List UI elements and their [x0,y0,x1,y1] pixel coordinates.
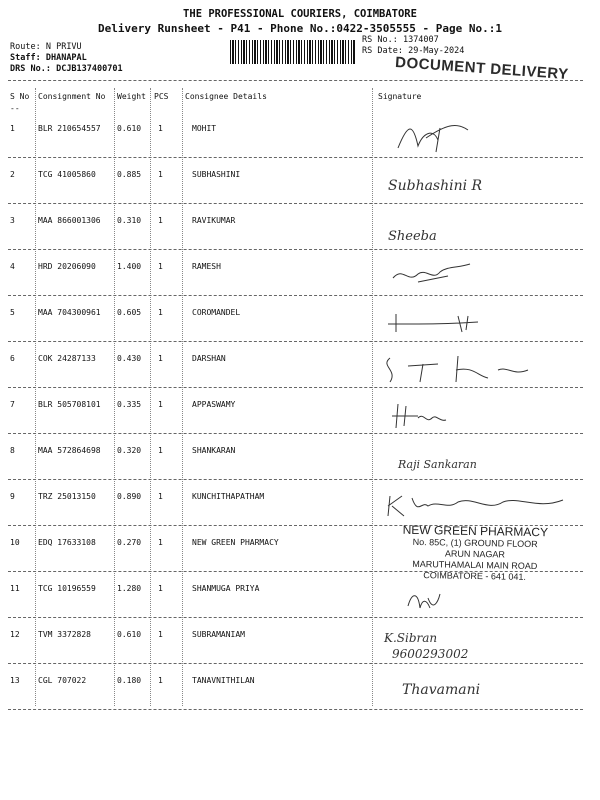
col-weight: Weight [117,92,146,101]
row-pcs: 1 [158,262,163,271]
table-row [0,158,600,204]
row-pcs: 1 [158,492,163,501]
row-sno: 1 [10,124,15,133]
row-pcs: 1 [158,538,163,547]
signature-mark [378,624,578,662]
svg-text:9600293002: 9600293002 [392,647,469,661]
row-consignee: SUBHASHINI [192,170,241,179]
row-pcs: 1 [158,216,163,225]
company-title: THE PROFESSIONAL COURIERS, COIMBATORE [183,8,417,20]
row-weight: 1.400 [117,262,142,271]
row-pcs: 1 [158,630,163,639]
row-consignee: RAMESH [192,262,221,271]
row-weight: 0.335 [117,400,142,409]
col-sno-sub: -- [10,104,20,113]
row-consignee: TANAVNITHILAN [192,676,255,685]
row-consignment: HRD 20206090 [38,262,96,271]
row-weight: 0.610 [117,124,142,133]
row-pcs: 1 [158,170,163,179]
row-consignee: KUNCHITHAPATHAM [192,492,265,501]
drs-label: DRS No.: [10,64,51,74]
row-weight: 0.430 [117,354,142,363]
rs-date-label: RS Date: [362,46,403,56]
pharmacy-stamp-line: COIMBATORE - 641 041. [423,570,527,582]
rs-no-value: 1374007 [402,35,439,45]
row-consignment: MAA 572864698 [38,446,101,455]
row-weight: 0.610 [117,630,142,639]
pharmacy-stamp-line: MARUTHAMALAI MAIN ROAD [412,558,538,572]
drs-value: DCJB137400701 [56,64,123,74]
table-row [0,112,600,158]
route-label: Route: [10,42,41,52]
row-consignee: APPASWAMY [192,400,236,409]
col-consignee: Consignee Details [185,92,267,101]
row-weight: 0.180 [117,676,142,685]
row-consignee: MOHIT [192,124,217,133]
route-line [10,42,82,52]
drs-line [10,64,123,74]
rs-no-line [362,35,439,45]
table-row [0,388,600,434]
signature-mark [378,440,578,478]
svg-text:K.Sibran: K.Sibran [384,631,438,645]
svg-text:Subhashini R: Subhashini R [388,178,483,194]
svg-text:Sheeba: Sheeba [388,229,437,244]
table-row [0,664,600,710]
row-sno: 8 [10,446,15,455]
row-consignee: DARSHAN [192,354,226,363]
row-weight: 0.310 [117,216,142,225]
row-sno: 5 [10,308,15,317]
row-consignment: EDQ 17633108 [38,538,96,547]
row-pcs: 1 [158,124,163,133]
barcode-image [230,40,355,64]
header-top-rule [8,80,583,81]
svg-text:Raji Sankaran: Raji Sankaran [398,458,477,471]
signature-mark [378,486,578,524]
col-sno: S No [10,92,30,101]
row-consignment: TCG 41005860 [38,170,96,179]
staff-label: Staff: [10,53,41,63]
row-sno: 4 [10,262,15,271]
row-consignment: BLR 505708101 [38,400,101,409]
row-weight: 0.885 [117,170,142,179]
pharmacy-stamp-line: ARUN NAGAR [444,548,506,560]
rs-date-value: 29-May-2024 [408,46,465,56]
svg-text:Thavamani: Thavamani [402,682,481,698]
row-rule [8,709,583,710]
row-consignee: NEW GREEN PHARMACY [192,538,279,547]
rs-no-label: RS No.: [362,35,398,45]
pharmacy-stamp-line: No. 85C, (1) GROUND FLOOR [412,536,538,550]
row-pcs: 1 [158,676,163,685]
table-row [0,250,600,296]
row-sno: 10 [10,538,20,547]
signature-mark [378,348,578,386]
row-weight: 0.270 [117,538,142,547]
signature-mark [378,210,578,248]
col-signature: Signature [378,92,422,101]
row-weight: 1.280 [117,584,142,593]
route-value: N PRIVU [45,42,82,52]
table-row [0,480,600,526]
col-pcs: PCS [154,92,169,101]
pharmacy-stamp-name: NEW GREEN PHARMACY [402,522,549,540]
row-pcs: 1 [158,308,163,317]
col-consignment: Consignment No [38,92,106,101]
row-weight: 0.320 [117,446,142,455]
signature-mark [378,394,578,432]
table-row [0,618,600,664]
row-pcs: 1 [158,400,163,409]
row-sno: 2 [10,170,15,179]
row-weight: 0.890 [117,492,142,501]
row-weight: 0.605 [117,308,142,317]
signature-mark [378,256,578,294]
row-sno: 13 [10,676,20,685]
row-consignment: MAA 866001306 [38,216,101,225]
row-consignment: COK 24287133 [38,354,96,363]
row-consignee: SUBRAMANIAM [192,630,245,639]
table-row [0,296,600,342]
row-consignment: CGL 707022 [38,676,87,685]
row-consignee: SHANMUGA PRIYA [192,584,260,593]
staff-value: DHANAPAL [45,53,87,63]
signature-mark [378,164,578,202]
row-consignment: TVM 3372828 [38,630,91,639]
table-row [0,204,600,250]
row-pcs: 1 [158,446,163,455]
row-consignment: BLR 210654557 [38,124,101,133]
row-sno: 6 [10,354,15,363]
table-row [0,434,600,480]
row-consignment: TRZ 25013150 [38,492,96,501]
row-sno: 12 [10,630,20,639]
row-consignment: MAA 704300961 [38,308,101,317]
row-pcs: 1 [158,354,163,363]
staff-line [10,53,87,63]
row-consignment: TCG 10196559 [38,584,96,593]
document-delivery-stamp: DOCUMENT DELIVERY [394,53,570,84]
table-row [0,342,600,388]
signature-mark [378,582,578,620]
row-sno: 3 [10,216,15,225]
row-sno: 9 [10,492,15,501]
row-pcs: 1 [158,584,163,593]
pharmacy-stamp [375,522,576,583]
signature-mark [378,302,578,340]
row-consignee: SHANKARAN [192,446,236,455]
signature-mark [378,670,578,708]
row-sno: 11 [10,584,20,593]
row-consignee: RAVIKUMAR [192,216,236,225]
row-consignee: COROMANDEL [192,308,241,317]
row-sno: 7 [10,400,15,409]
signature-mark [378,118,578,156]
runsheet-title: Delivery Runsheet - P41 - Phone No.:0422-3505555 - Page No.:1 [98,22,502,35]
